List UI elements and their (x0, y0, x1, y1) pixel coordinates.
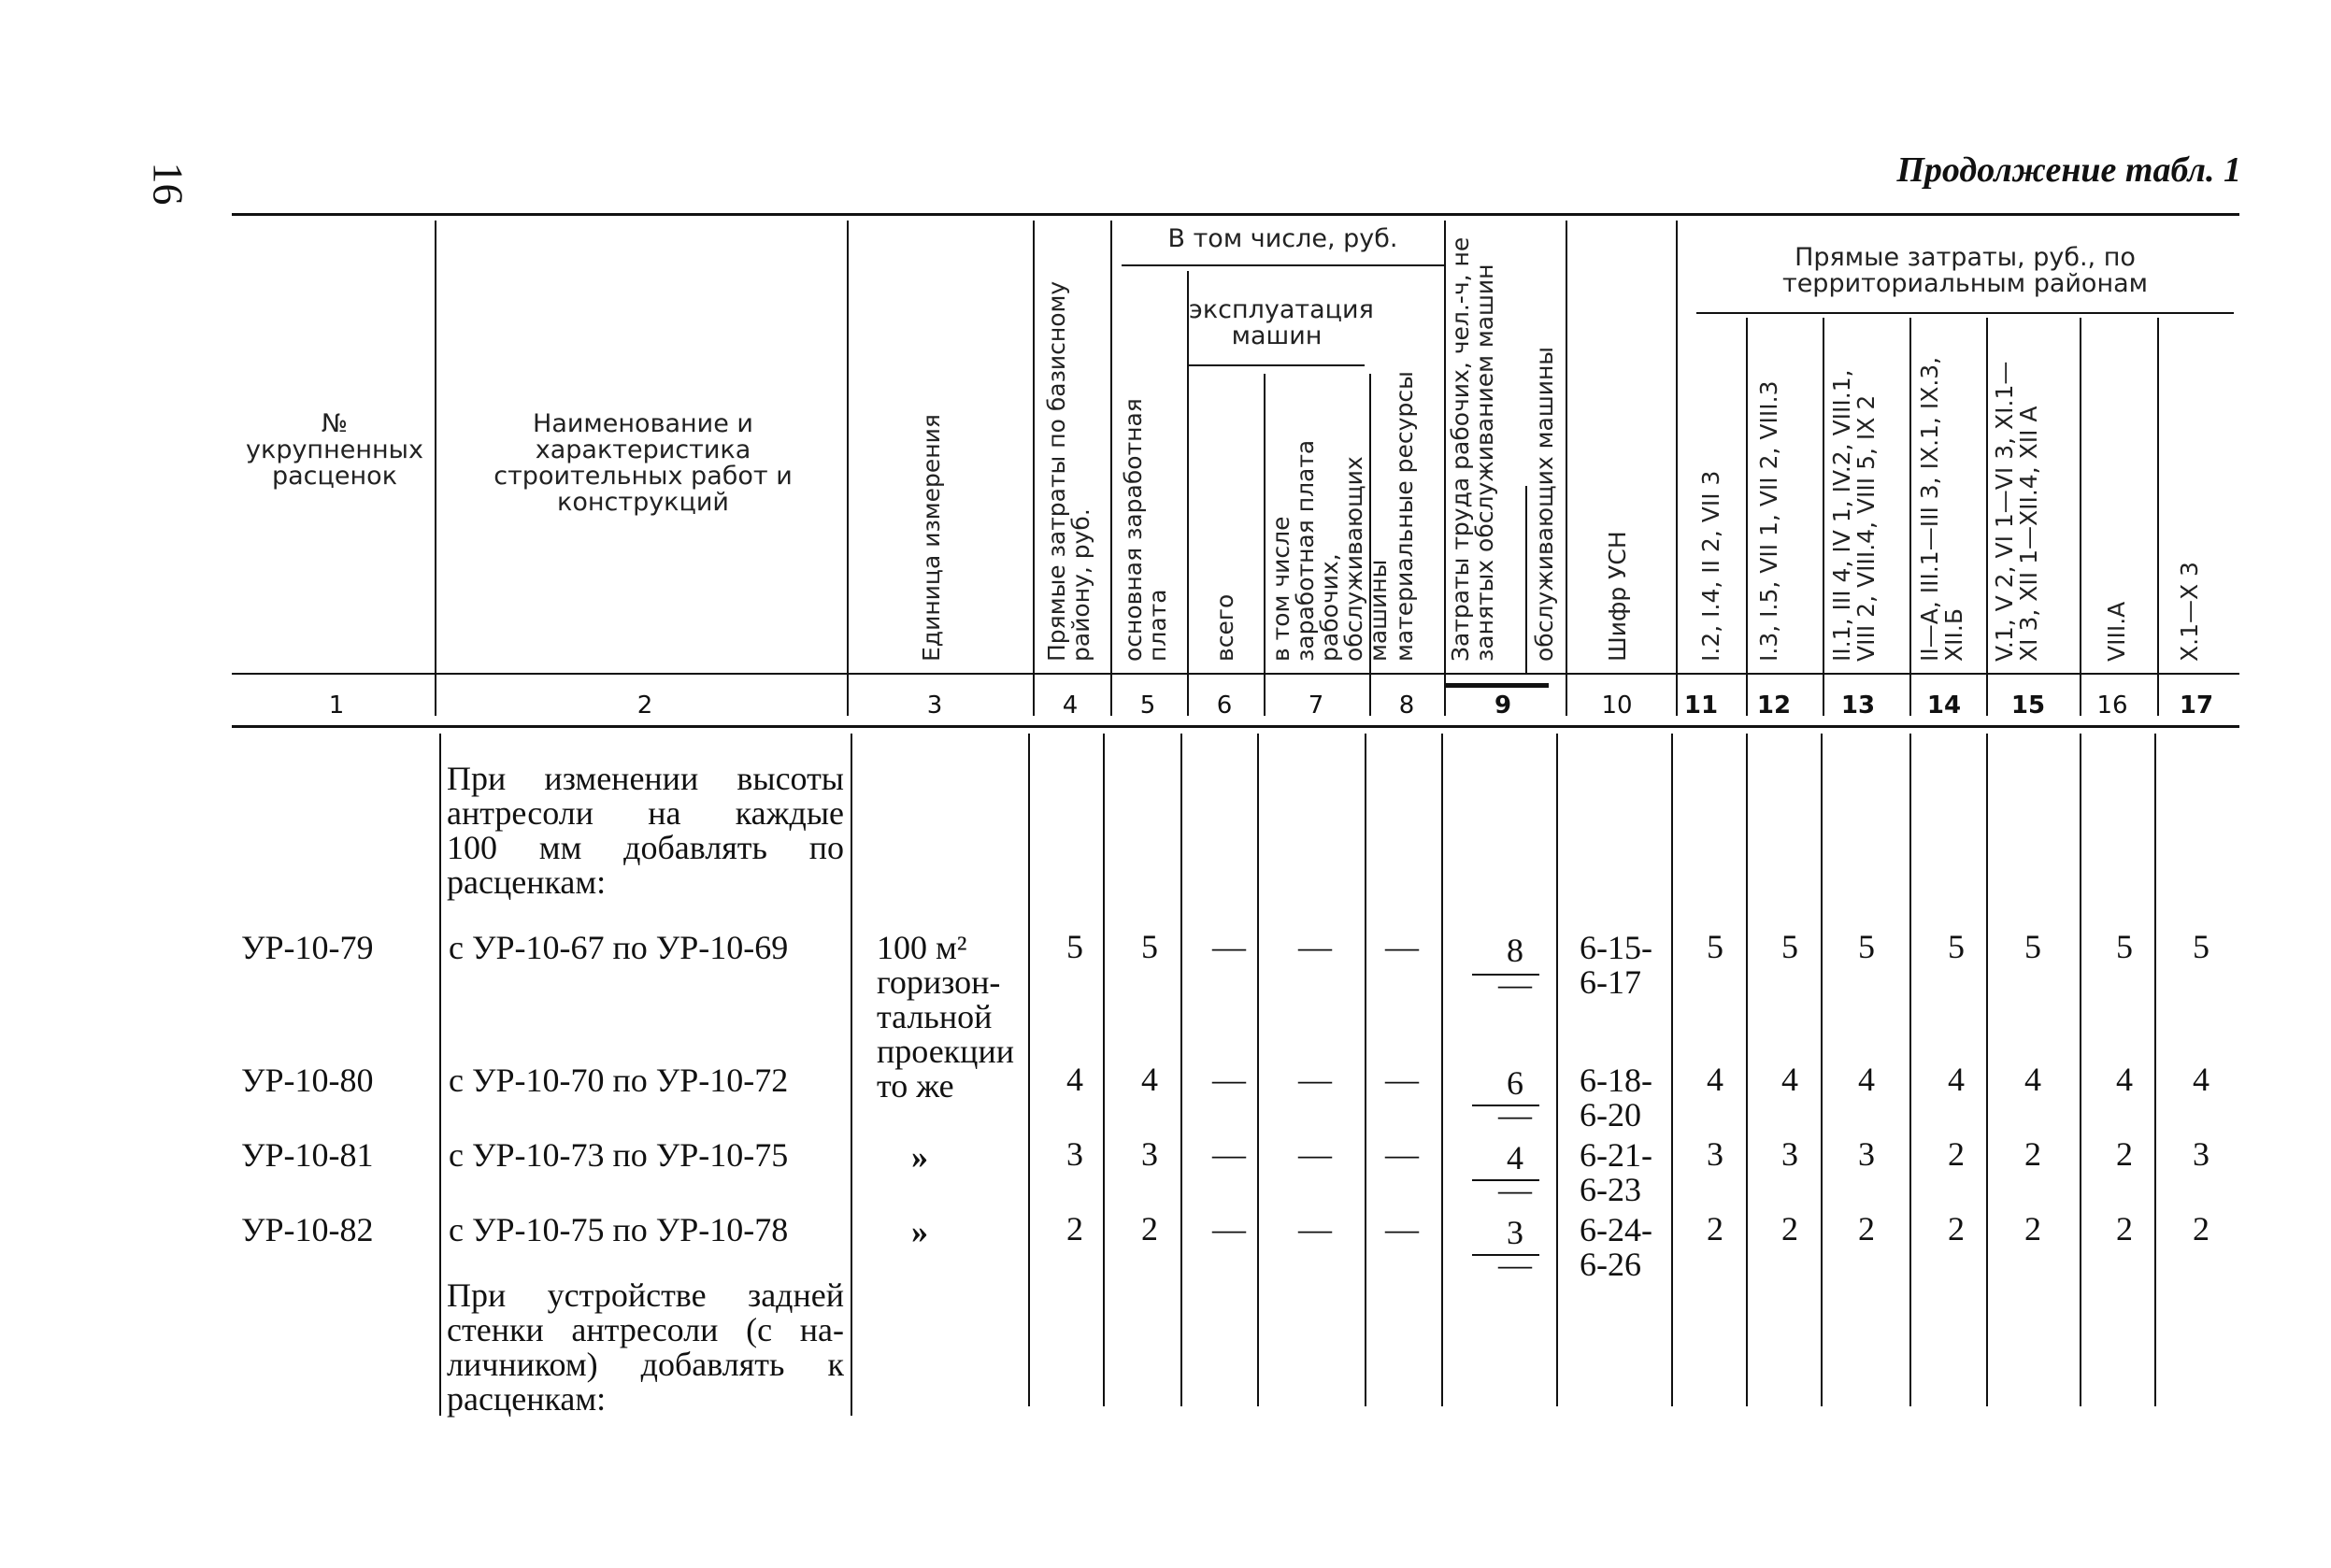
unit-cell-first (877, 931, 1036, 1069)
table-top-rule (232, 213, 2239, 216)
row-4-c7: — (1298, 1210, 1332, 1247)
row-3-unit: » (911, 1138, 928, 1176)
row-3-usn-1: 6-21- (1580, 1136, 1652, 1174)
header-group-expl: эксплуатация машин (1189, 295, 1374, 350)
row-4-r14: 2 (1948, 1210, 1965, 1247)
row-2-r15: 4 (2024, 1061, 2041, 1098)
colnum-10: 10 (1601, 691, 1633, 720)
header-c13: II.1, III 4, IV 1, IV.2, VIII.1, VIII 2, VIII.4, VIII 5, IX 2 (1828, 369, 1880, 662)
section-1-line: 100 мм добавлять по (447, 829, 844, 866)
regions-group-rule (1696, 312, 2234, 314)
row-3-c9b: — (1498, 1171, 1532, 1208)
row-2-c6: — (1212, 1061, 1246, 1098)
row-2-c9a: 6 (1507, 1064, 1523, 1102)
header-c6: всего (1211, 593, 1238, 662)
row-4-c8: — (1385, 1210, 1419, 1247)
row-2-c7: — (1298, 1061, 1332, 1098)
header-group-incl: В том числе, руб. (1167, 224, 1398, 253)
colnum-16: 16 (2096, 691, 2128, 720)
hv-11 (1676, 221, 1678, 716)
bv-11 (1746, 734, 1748, 1406)
row-3-r13: 3 (1858, 1135, 1875, 1173)
hv-6 (1264, 374, 1266, 716)
header-bottom-rule (232, 673, 2239, 675)
bv-13 (1909, 734, 1911, 1406)
header-c11: I.2, I.4, II 2, VII 3 (1697, 470, 1724, 662)
row-3-r11: 3 (1707, 1135, 1723, 1173)
section-1-line: антресоли на каждые (447, 794, 844, 832)
colnum-4: 4 (1062, 691, 1079, 720)
row-1-c5: 5 (1141, 928, 1158, 965)
colnum-6: 6 (1216, 691, 1233, 720)
header-c16: VIII.A (2103, 601, 2130, 662)
row-4-r11: 2 (1707, 1210, 1723, 1247)
bv-15 (2080, 734, 2081, 1406)
section-2-line: расценкам: (447, 1380, 607, 1418)
row-2-usn-2: 6-20 (1580, 1096, 1641, 1133)
row-4-unit: » (911, 1213, 928, 1250)
row-4-c6: — (1212, 1210, 1246, 1247)
row-2-r17: 4 (2193, 1061, 2209, 1098)
hv-14 (1909, 318, 1911, 716)
row-4-code: УР-10-82 (241, 1211, 374, 1248)
bv-10 (1671, 734, 1673, 1406)
row-4-c4: 2 (1066, 1210, 1083, 1247)
row-1-c7: — (1298, 928, 1332, 965)
header-c17: X.1—X 3 (2176, 562, 2203, 662)
colnum-17: 17 (2179, 691, 2214, 720)
hv-8 (1444, 221, 1446, 716)
row-4-r12: 2 (1781, 1210, 1798, 1247)
section-1-line: расценкам: (447, 863, 607, 901)
row-4-r17: 2 (2193, 1210, 2209, 1247)
colnum-12: 12 (1756, 691, 1792, 720)
row-3-r14: 2 (1948, 1135, 1965, 1173)
header-c9a: Затраты труда рабочих, чел.-ч, не занятых обслуживанием машин (1447, 236, 1498, 662)
row-2-r11: 4 (1707, 1061, 1723, 1098)
bv-2 (851, 734, 852, 1416)
row-1-c6: — (1212, 928, 1246, 965)
hv-10 (1566, 221, 1567, 716)
unit-line: проекции (877, 1033, 1014, 1070)
row-3-c9a: 4 (1507, 1139, 1523, 1176)
row-1-r14: 5 (1948, 928, 1965, 965)
hv-13 (1823, 318, 1824, 716)
page-number: 16 (144, 162, 193, 206)
row-3-r12: 3 (1781, 1135, 1798, 1173)
row-4-name: с УР-10-75 по УР-10-78 (449, 1211, 789, 1248)
row-4-c5: 2 (1141, 1210, 1158, 1247)
row-3-name: с УР-10-73 по УР-10-75 (449, 1136, 789, 1174)
section-1-text (447, 762, 844, 900)
row-2-name: с УР-10-70 по УР-10-72 (449, 1062, 789, 1099)
hv-12 (1746, 318, 1748, 716)
row-3-code: УР-10-81 (241, 1136, 374, 1174)
header-c10: Шифр УСН (1604, 531, 1631, 662)
bv-7 (1365, 734, 1366, 1406)
bv-3 (1028, 734, 1030, 1406)
unit-line: горизон- (877, 963, 1001, 1001)
row-4-usn-2: 6-26 (1580, 1246, 1641, 1283)
hv-16 (2080, 318, 2081, 716)
colnum-5: 5 (1139, 691, 1156, 720)
row-1-r12: 5 (1781, 928, 1798, 965)
colnum-13: 13 (1840, 691, 1876, 720)
header-c5: основная заработная плата (1120, 398, 1171, 662)
section-2-line: При устройстве задней (447, 1276, 844, 1314)
colnum-bottom-rule (232, 725, 2239, 728)
colnum-3: 3 (926, 691, 943, 720)
row-2-r16: 4 (2116, 1061, 2133, 1098)
row-1-c9b: — (1498, 965, 1532, 1003)
bv-14 (1986, 734, 1988, 1406)
hv-1 (435, 221, 436, 716)
bv-16 (2154, 734, 2156, 1406)
c9-split-rule (1444, 683, 1549, 688)
unit-line: 100 м² (877, 929, 967, 966)
colnum-7: 7 (1308, 691, 1324, 720)
row-1-code: УР-10-79 (241, 929, 374, 966)
row-4-r15: 2 (2024, 1210, 2041, 1247)
row-3-c8: — (1385, 1135, 1419, 1173)
section-1-line: При изменении высоты (447, 760, 844, 797)
continuation-title: Продолжение табл. 1 (1896, 150, 2241, 190)
header-c12: I.3, I.5, VII 1, VII 2, VIII.3 (1755, 380, 1782, 662)
row-2-c4: 4 (1066, 1061, 1083, 1098)
header-c7: в том числе заработная плата рабочих, обслуживающих машины (1267, 439, 1392, 662)
row-4-usn-1: 6-24- (1580, 1211, 1652, 1248)
unit-line: тальной (877, 998, 993, 1035)
header-c14: II—A, III.1—III 3, IX.1, IX.3, XII.Б (1916, 356, 1967, 662)
colnum-15: 15 (2010, 691, 2046, 720)
row-1-r16: 5 (2116, 928, 2133, 965)
row-3-r16: 2 (2116, 1135, 2133, 1173)
row-2-unit: то же (877, 1067, 954, 1105)
colnum-2: 2 (636, 691, 653, 720)
bv-12 (1821, 734, 1823, 1406)
header-c9b: обслуживающих машины (1531, 346, 1558, 662)
hv-9 (1525, 486, 1527, 673)
header-c2: Наименование и характеристика строительных работ и конструкций (493, 409, 793, 517)
header-c3: Единица измерения (918, 414, 945, 662)
row-3-r17: 3 (2193, 1135, 2209, 1173)
header-c15: V.1, V 2, VI 1—VI 3, XI.1—XI 3, XII 1—XII.4, XII A (1991, 361, 2042, 662)
row-1-r13: 5 (1858, 928, 1875, 965)
colnum-9: 9 (1494, 691, 1512, 720)
row-3-c7: — (1298, 1135, 1332, 1173)
row-3-usn-2: 6-23 (1580, 1171, 1641, 1208)
row-1-r11: 5 (1707, 928, 1723, 965)
bv-1 (439, 734, 441, 1416)
row-3-c5: 3 (1141, 1135, 1158, 1173)
row-2-r14: 4 (1948, 1061, 1965, 1098)
section-2-line: стенки антресоли (с на- (447, 1311, 844, 1348)
hv-7 (1369, 374, 1371, 716)
row-4-r13: 2 (1858, 1210, 1875, 1247)
row-1-usn-2: 6-17 (1580, 963, 1641, 1001)
row-4-r16: 2 (2116, 1210, 2133, 1247)
hv-17 (2157, 318, 2159, 716)
row-2-c5: 4 (1141, 1061, 1158, 1098)
colnum-8: 8 (1398, 691, 1415, 720)
header-c1: № укрупненных расценок (246, 409, 423, 491)
section-2-text (447, 1278, 844, 1417)
colnum-11: 11 (1683, 691, 1719, 720)
bv-5 (1180, 734, 1182, 1406)
row-2-c9b: — (1498, 1096, 1532, 1133)
row-1-c9a: 8 (1507, 932, 1523, 969)
header-c8: материальные ресурсы (1391, 371, 1418, 662)
header-group-regions: Прямые затраты, руб., по территориальным районам (1781, 243, 2149, 298)
row-1-r17: 5 (2193, 928, 2209, 965)
row-4-c9b: — (1498, 1246, 1532, 1283)
row-2-r13: 4 (1858, 1061, 1875, 1098)
row-1-c4: 5 (1066, 928, 1083, 965)
colnum-14: 14 (1926, 691, 1962, 720)
bv-6 (1257, 734, 1259, 1406)
row-1-usn-1: 6-15- (1580, 929, 1652, 966)
row-2-c8: — (1385, 1061, 1419, 1098)
colnum-1: 1 (328, 691, 345, 720)
section-2-line: личником) добавлять к (447, 1346, 844, 1383)
header-c4: Прямые затраты по базисному району, руб. (1043, 280, 1094, 662)
incl-group-rule (1122, 264, 1444, 266)
hv-15 (1986, 318, 1988, 716)
row-1-name: с УР-10-67 по УР-10-69 (449, 929, 789, 966)
row-3-r15: 2 (2024, 1135, 2041, 1173)
row-4-c9a: 3 (1507, 1214, 1523, 1251)
bv-4 (1103, 734, 1105, 1406)
hv-3 (1033, 221, 1035, 716)
row-2-code: УР-10-80 (241, 1062, 374, 1099)
row-2-r12: 4 (1781, 1061, 1798, 1098)
bv-8 (1441, 734, 1443, 1406)
row-1-r15: 5 (2024, 928, 2041, 965)
row-1-c8: — (1385, 928, 1419, 965)
expl-group-rule (1189, 364, 1365, 366)
row-3-c4: 3 (1066, 1135, 1083, 1173)
row-3-c6: — (1212, 1135, 1246, 1173)
row-2-usn-1: 6-18- (1580, 1062, 1652, 1099)
hv-4 (1110, 221, 1112, 716)
bv-9 (1556, 734, 1558, 1406)
hv-2 (847, 221, 849, 716)
